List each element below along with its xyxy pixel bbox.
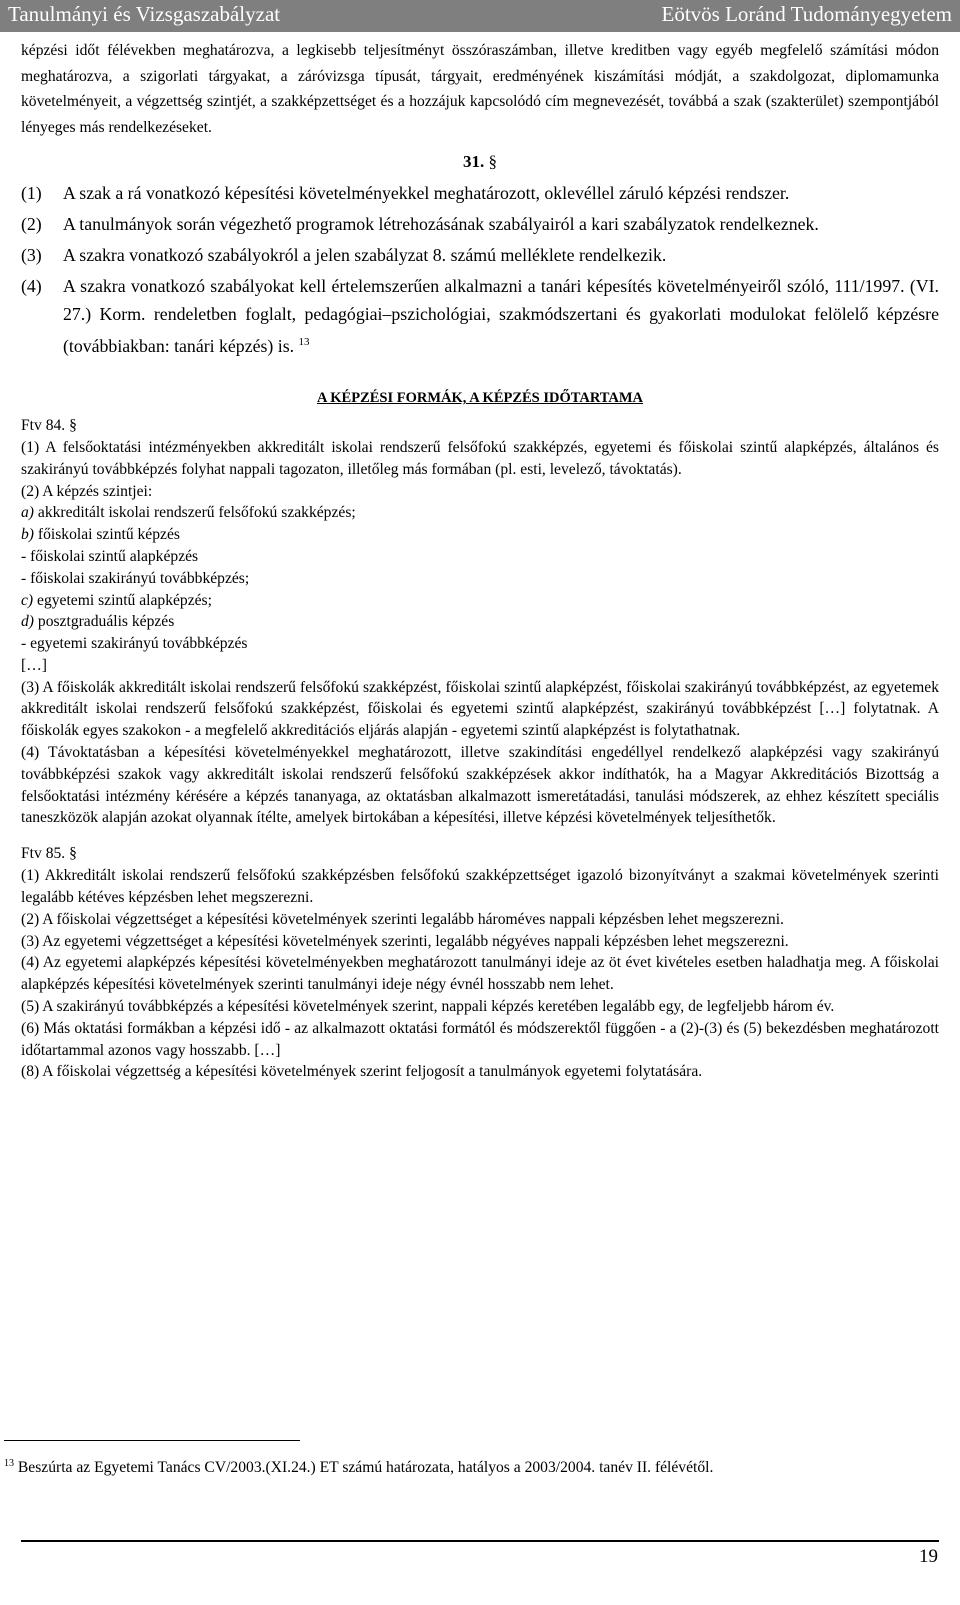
list-subitem: - főiskolai szakirányú továbbképzés;	[21, 569, 250, 587]
paragraph-text: A szakra vonatkozó szabályokról a jelen szabályzat 8. számú melléklete rendelkezik.	[63, 245, 667, 265]
paragraph-number: (2)	[21, 214, 42, 234]
ftv-85-paragraph-5: (5) A szakirányú továbbképzés a képesítési követelmények szerint, nappali képzés keretében legalább egy, de legfeljebb három év.	[21, 998, 835, 1016]
page-number: 19	[919, 1546, 938, 1567]
ftv-85-paragraph-4: (4) Az egyetemi alapképzés képesítési követelményekben meghatározott tanulmányi ideje az öt évet kivételes esetben haladhatja meg. A főiskolai alapképzés képesítési követelmények szerinti tanulmányi ideje négy évnél hosszabb nem lehet.	[21, 954, 939, 994]
list-subitem: - egyetemi szakirányú továbbképzés	[21, 635, 248, 653]
ftv-84-label: Ftv 84.	[21, 416, 66, 434]
footer-rule	[21, 1540, 939, 1542]
ftv-85-paragraph-8: (8) A főiskolai végzettség a képesítési követelmények szerint feljogosít a tanulmányok egyetemi folytatására.	[21, 1063, 703, 1081]
header-institution: Eötvös Loránd Tudományegyetem	[661, 2, 952, 26]
list-item-a	[21, 502, 939, 524]
chapter-title: A KÉPZÉSI FORMÁK, A KÉPZÉS IDŐTARTAMA	[316, 389, 644, 406]
ftv-84-paragraph-3: (3) A főiskolák akkreditált iskolai rendszerű felsőfokú szakképzést, főiskolai szintű alapképzést, főiskolai szakirányú továbbképzést, az egyetemek akkreditált iskolai rendszerű felsőfokú szakképzést, főiskolai és egyetemi szintű alapképzést, szakirányú továbbképzést […] folytatnak. A főiskolák egyes szakokon - a megfelelő akkreditációs eljárás alapján - egyetemi szintű alapképzést is folytathatnak.	[21, 678, 939, 740]
paragraph-text: A szak a rá vonatkozó képesítési követelményekkel meghatározott, oklevéllel záruló képzési rendszer.	[63, 183, 790, 203]
omission-marker: […]	[21, 656, 47, 674]
list-text: főiskolai szintű képzés	[34, 526, 180, 544]
page-content	[21, 38, 939, 1083]
list-text: egyetemi szintű alapképzés;	[33, 591, 212, 609]
list-text: akkreditált iskolai rendszerű felsőfokú szakképzés;	[34, 504, 356, 522]
ftv-85-paragraph-6: (6) Más oktatási formákban a képzési idő - az alkalmazott oktatási formától és módszerektől függően - a (2)-(3) és (5) bekezdésben meghatározott időtartammal azonos vagy hosszabb. […]	[21, 1019, 939, 1059]
ftv-84-body	[21, 437, 939, 829]
section-31-paragraph-2	[21, 210, 939, 238]
list-item-c	[21, 590, 939, 612]
list-letter: d)	[21, 613, 34, 631]
page-header	[0, 0, 960, 32]
footnote-number: 13	[4, 1458, 14, 1469]
section-31-paragraph-4	[21, 272, 939, 360]
paragraph-number: (3)	[21, 245, 42, 265]
paragraph-symbol: §	[69, 416, 77, 434]
list-item-d	[21, 611, 939, 633]
list-letter: b)	[21, 526, 34, 544]
section-31-paragraph-3	[21, 241, 939, 269]
ftv-85-body	[21, 865, 939, 1083]
ftv-84-paragraph-2: (2) A képzés szintjei:	[21, 482, 153, 500]
list-item-b	[21, 524, 939, 546]
ftv-84-paragraph-1: (1) A felsőoktatási intézményekben akkreditált iskolai rendszerű felsőfokú szakképzés, egyetemi és főiskolai szintű alapképzés, általános és szakirányú továbbképzés folyhat nappali tagozaton, illetőleg más formában (pl. esti, levelező, távoktatás).	[21, 438, 939, 478]
ftv-84-heading	[21, 415, 939, 437]
ftv-85-paragraph-2: (2) A főiskolai végzettséget a képesítési követelmények szerinti legalább hároméves nappali képzésben lehet megszerezni.	[21, 910, 784, 928]
paragraph-text-body: A szakra vonatkozó szabályokat kell értelemszerűen alkalmazni a tanári képesítés követelményeiről szóló, 111/1997. (VI. 27.) Korm. rendeletben foglalt, pedagógiai–pszichológiai, szakmódszertani és gyakorlati modulokat felölelő képzésre (továbbiakban: tanári képzés) is.	[63, 276, 939, 356]
section-number: 31.	[463, 152, 485, 171]
footnote-separator	[4, 1440, 300, 1441]
paragraph-number: (4)	[21, 276, 42, 296]
ftv-85-paragraph-3: (3) Az egyetemi végzettséget a képesítési követelmények szerinti, legalább négyéves nappali képzésben lehet megszerezni.	[21, 932, 789, 950]
footnote	[4, 1452, 918, 1479]
section-31-heading	[21, 147, 939, 179]
list-letter: a)	[21, 504, 34, 522]
footnote-text: Beszúrta az Egyetemi Tanács CV/2003.(XI.24.) ET számú határozata, hatályos a 2003/2004. tanév II. félévétől.	[17, 1459, 714, 1477]
footnote-reference[interactable]: 13	[298, 336, 310, 348]
list-text: posztgraduális képzés	[34, 613, 175, 631]
header-document-title: Tanulmányi és Vizsgaszabályzat	[8, 2, 281, 26]
paragraph-symbol: §	[69, 845, 77, 863]
intro-paragraph: képzési időt félévekben meghatározva, a legkisebb teljesítményt összóraszámban, illetve kreditben vagy egyéb megfelelő számítási módon meghatározva, a szigorlati tárgyakat, a záróvizsga típusát, tárgyait, eredményének kiszámítási módját, a szakdolgozat, diplomamunka követelményeit, a végzettség szintjét, a szakképzettséget és a hozzájuk kapcsolódó cím megnevezését, továbbá a szak (szakterület) szempontjából lényeges más rendelkezéseket.	[21, 42, 939, 136]
ftv-85-label: Ftv 85.	[21, 845, 66, 863]
paragraph-symbol: §	[488, 152, 497, 171]
ftv-85-paragraph-1: (1) Akkreditált iskolai rendszerű felsőfokú szakképzésben felsőfokú szakképzettséget igazoló bizonyítványt a szakmai követelmények szerinti legalább kétéves képzésben lehet megszerezni.	[21, 867, 939, 907]
paragraph-number: (1)	[21, 183, 42, 203]
section-31-paragraph-1	[21, 179, 939, 207]
ftv-84-paragraph-4: (4) Távoktatásban a képesítési követelményekkel meghatározott, illetve szakindítási engedéllyel rendelkező alapképzési vagy szakirányú továbbképzési szakok vagy akkreditált iskolai rendszerű felsőfokú szakképzések akkor indíthatók, ha a Magyar Akkreditációs Bizottság a felsőoktatási intézmény kérésére a képzés tananyaga, az oktatásban alkalmazott ismeretátadási, tanulási módszerek, az ehhez készített speciális taneszközök alapján azokat olyannak ítélte, amelyek birtokában a képesítési, illetve képzési követelmények teljesíthetők.	[21, 744, 939, 827]
paragraph-text: A tanulmányok során végezhető programok létrehozásának szabályairól a kari szabályzatok rendelkeznek.	[63, 214, 819, 234]
paragraph-text	[63, 272, 939, 360]
ftv-85-heading	[21, 843, 939, 865]
list-subitem: - főiskolai szintű alapképzés	[21, 547, 199, 565]
list-letter: c)	[21, 591, 34, 609]
